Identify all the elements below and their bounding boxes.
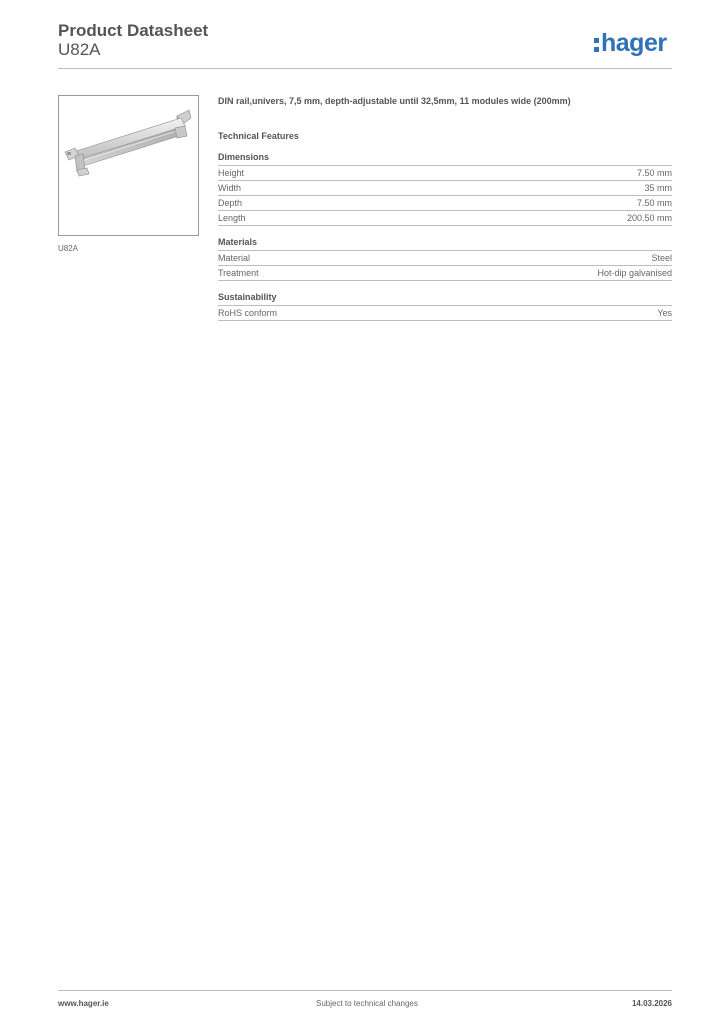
technical-features-heading: Technical Features: [218, 131, 299, 141]
spec-row: [218, 211, 672, 226]
spec-label: RoHS conform: [218, 308, 278, 318]
footer-date: 14.03.2026: [631, 999, 672, 1008]
footer-divider: [58, 990, 672, 991]
section-heading: Materials: [218, 236, 672, 251]
product-image-caption: U82A: [58, 244, 79, 253]
spec-row: [218, 196, 672, 211]
page-title: Product Datasheet: [58, 21, 209, 40]
product-image: [58, 95, 199, 236]
sustainability-section: [218, 291, 672, 321]
spec-label: Width: [218, 183, 242, 193]
spec-label: Depth: [218, 198, 243, 208]
dimensions-section: [218, 151, 672, 226]
spec-value: 7.50 mm: [636, 168, 672, 178]
spec-label: Height: [218, 168, 245, 178]
product-description: DIN rail,univers, 7,5 mm, depth-adjustable until 32,5mm, 11 modules wide (200mm): [218, 96, 571, 106]
spec-value: Hot-dip galvanised: [597, 268, 672, 278]
product-code: U82A: [58, 40, 101, 59]
materials-section: [218, 236, 672, 281]
spec-row: [218, 166, 672, 181]
spec-label: Length: [218, 213, 246, 223]
spec-value: 200.50 mm: [626, 213, 672, 223]
spec-row: [218, 266, 672, 281]
product-details: [218, 95, 672, 321]
section-heading: Sustainability: [218, 291, 672, 306]
logo-wordmark: hager: [601, 29, 667, 57]
din-rail-illustration: [59, 96, 198, 235]
spec-value: Steel: [651, 253, 672, 263]
spec-value: Yes: [657, 308, 672, 318]
logo-colon-mark: [594, 38, 599, 52]
footer-notice: Subject to technical changes: [316, 999, 418, 1008]
spec-row: [218, 306, 672, 321]
spec-row: [218, 251, 672, 266]
header-divider: [58, 68, 672, 69]
spec-row: [218, 181, 672, 196]
spec-value: 35 mm: [644, 183, 672, 193]
hager-logo: [594, 26, 667, 60]
spec-value: 7.50 mm: [636, 198, 672, 208]
section-heading: Dimensions: [218, 151, 672, 166]
spec-label: Material: [218, 253, 251, 263]
footer-website: www.hager.ie: [58, 999, 109, 1008]
spec-label: Treatment: [218, 268, 259, 278]
